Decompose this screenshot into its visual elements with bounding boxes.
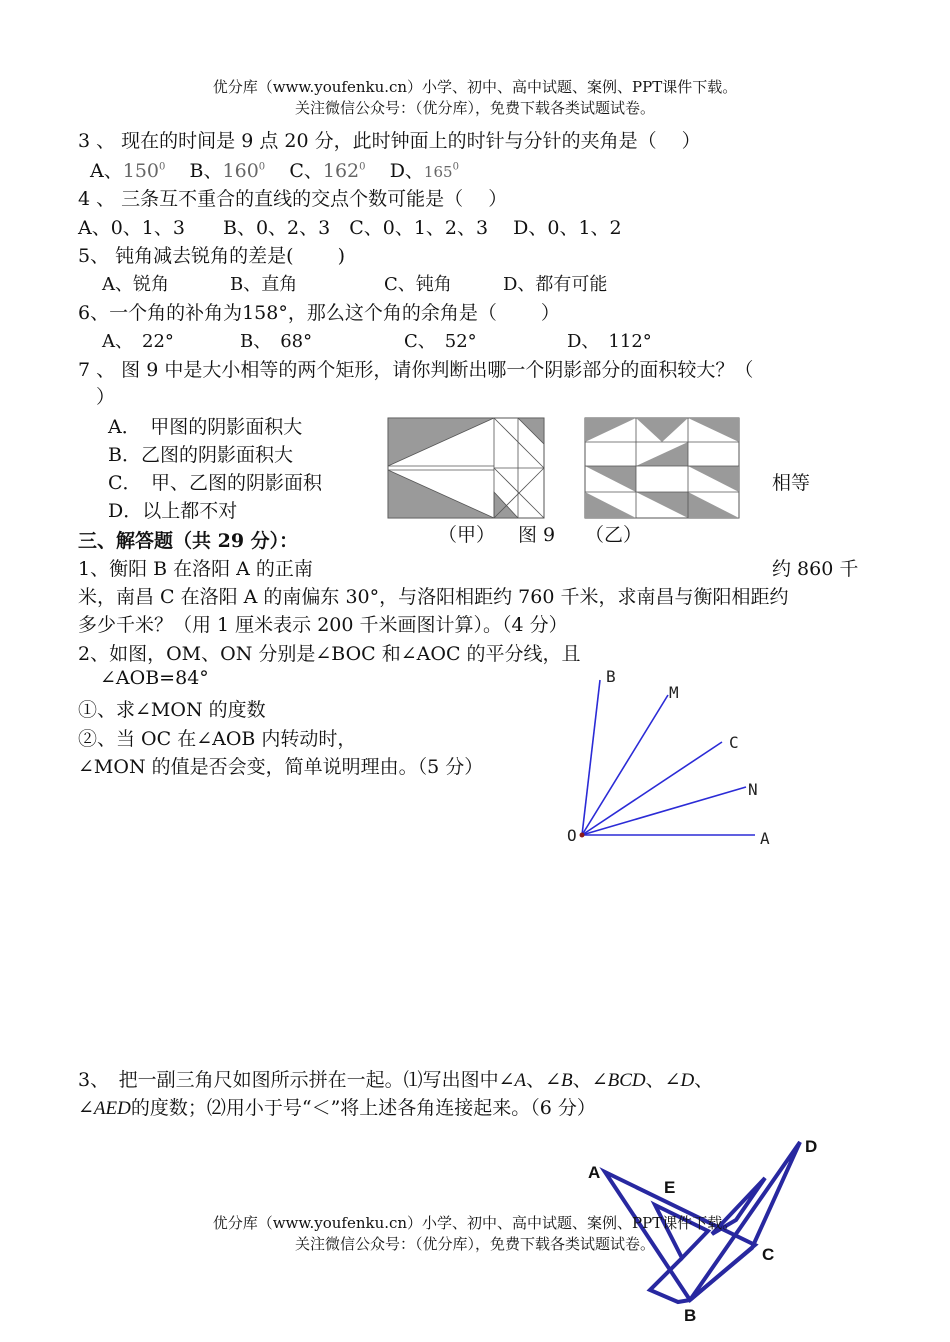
degree-mark: 0 bbox=[258, 161, 266, 173]
figure-jia-caption: （甲） bbox=[438, 524, 496, 546]
figure-jia bbox=[388, 418, 544, 518]
q7-option-a: A． 甲图的阴影面积大 bbox=[108, 416, 303, 438]
q6-option-b: B、 68° bbox=[240, 331, 313, 352]
footer-line-2: 关注微信公众号：（优分库），免费下载各类试题试卷。 bbox=[294, 1235, 655, 1253]
section-3-title: 三、解答题（共 29 分）： bbox=[78, 530, 299, 552]
figure-yi-caption: （乙） bbox=[585, 524, 643, 546]
label-c: C bbox=[762, 1245, 775, 1264]
q5-option-a: A、锐角 bbox=[102, 274, 169, 295]
q6-option-a: A、 22° bbox=[102, 331, 174, 352]
q7-option-c: C． 甲、乙图的阴影面积 bbox=[108, 472, 323, 494]
q5-option-d: D、都有可能 bbox=[503, 274, 608, 295]
q7-stem: 7 、 图 9 中是大小相等的两个矩形，请你判断出哪一个阴影部分的面积较大？（ bbox=[78, 359, 754, 381]
p3-text-pre: 3、 把一副三角尺如图所示拼在一起。⑴写出图中 bbox=[78, 1069, 499, 1091]
degree-mark: 0 bbox=[452, 161, 459, 173]
p1-line-2: 米，南昌 C 在洛阳 A 的南偏东 30°，与洛阳相距约 760 千米，求南昌与衡阳相距约 bbox=[78, 586, 789, 608]
q7-option-b: B．乙图的阴影面积大 bbox=[108, 444, 293, 466]
p2-line-5: ∠MON 的值是否会变，简单说明理由。（5 分） bbox=[78, 756, 484, 778]
q3-options bbox=[90, 156, 459, 183]
label-b: B bbox=[606, 667, 616, 686]
separator: 、 bbox=[526, 1069, 546, 1091]
label-n: N bbox=[748, 780, 758, 799]
q6-option-c: C、 52° bbox=[404, 331, 477, 352]
q3-option-c-label: C、 bbox=[289, 160, 323, 182]
figure-yi bbox=[585, 418, 739, 518]
p3-text-post: 的度数；⑵用小于号“＜”将上述各角连接起来。（6 分） bbox=[130, 1097, 596, 1119]
q4-options: A、0、1、3 B、0、2、3 C、0、1、2、3 D、0、1、2 bbox=[78, 217, 622, 239]
point-o bbox=[580, 833, 585, 838]
q3-option-d-value: 165 bbox=[423, 163, 453, 181]
p3-line-2 bbox=[78, 1093, 596, 1120]
angle-bcd-symbol: ∠BCD bbox=[591, 1070, 646, 1091]
label-c: C bbox=[729, 733, 739, 752]
angle-aed-symbol: ∠AED bbox=[78, 1098, 131, 1119]
q3-option-a-label: A、 bbox=[90, 160, 123, 182]
separator: 、 bbox=[694, 1069, 714, 1091]
q3-stem: 3 、 现在的时间是 9 点 20 分，此时钟面上的时针与分针的夹角是（ ） bbox=[78, 130, 701, 152]
q5-stem: 5、 钝角减去锐角的差是( ) bbox=[78, 245, 345, 267]
p3-line-1 bbox=[78, 1065, 713, 1092]
p1-line-3: 多少千米？（用 1 厘米表示 200 千米画图计算）。（4 分） bbox=[78, 614, 568, 636]
ray-oc bbox=[582, 742, 722, 835]
label-m: M bbox=[669, 683, 679, 702]
degree-mark: 0 bbox=[159, 161, 166, 173]
q5-option-b: B、直角 bbox=[230, 274, 298, 295]
q7-option-d: D．以上都不对 bbox=[108, 500, 238, 522]
ray-ob bbox=[582, 680, 600, 835]
footer-line-1: 优分库（www.youfenku.cn）小学、初中、高中试题、案例、PPT课件下载。 bbox=[212, 1214, 738, 1232]
q3-option-b-value: 160 bbox=[222, 160, 259, 182]
separator: 、 bbox=[572, 1069, 592, 1091]
triangle-ruler-edge bbox=[650, 1258, 690, 1302]
header-line-1: 优分库（www.youfenku.cn）小学、初中、高中试题、案例、PPT课件下载。 bbox=[212, 78, 738, 96]
angle-d-symbol: ∠D bbox=[664, 1070, 695, 1091]
label-d: D bbox=[805, 1137, 818, 1156]
q6-option-d: D、 112° bbox=[567, 331, 652, 352]
p2-line-4: ②、当 OC 在∠AOB 内转动时， bbox=[78, 728, 357, 750]
p2-line-2: ∠AOB=84° bbox=[100, 667, 209, 689]
label-e: E bbox=[664, 1178, 676, 1197]
p1-line-1-end: 约 860 千 bbox=[772, 558, 859, 580]
p2-line-1: 2、如图，OM、ON 分别是∠BOC 和∠AOC 的平分线，且 bbox=[78, 643, 581, 665]
q6-stem: 6、一个角的补角为158°，那么这个角的余角是（ ） bbox=[78, 302, 560, 324]
label-a: A bbox=[760, 829, 770, 848]
header-line-2: 关注微信公众号：（优分库），免费下载各类试题试卷。 bbox=[294, 99, 655, 117]
figure-9-caption: 图 9 bbox=[518, 524, 556, 546]
q7-stem-end: ） bbox=[96, 386, 116, 408]
angle-figure bbox=[560, 660, 790, 860]
q4-stem: 4 、 三条互不重合的直线的交点个数可能是（ ） bbox=[78, 188, 508, 210]
separator: 、 bbox=[645, 1069, 665, 1091]
q3-option-c-value: 162 bbox=[322, 160, 360, 182]
q5-option-c: C、钝角 bbox=[384, 274, 452, 295]
p1-line-1: 1、衡阳 B 在洛阳 A 的正南 bbox=[78, 558, 313, 580]
q3-option-d-label: D、 bbox=[389, 160, 424, 182]
label-a: A bbox=[588, 1163, 601, 1182]
q3-option-b-label: B、 bbox=[189, 160, 223, 182]
label-b: B bbox=[684, 1306, 697, 1325]
q7-option-c-end: 相等 bbox=[772, 472, 811, 494]
angle-a-symbol: ∠A bbox=[498, 1070, 527, 1091]
label-o: O bbox=[567, 826, 577, 845]
degree-mark: 0 bbox=[359, 161, 366, 173]
q3-option-a-value: 150 bbox=[122, 160, 159, 182]
angle-b-symbol: ∠B bbox=[545, 1070, 573, 1091]
p2-line-3: ①、求∠MON 的度数 bbox=[78, 699, 266, 721]
